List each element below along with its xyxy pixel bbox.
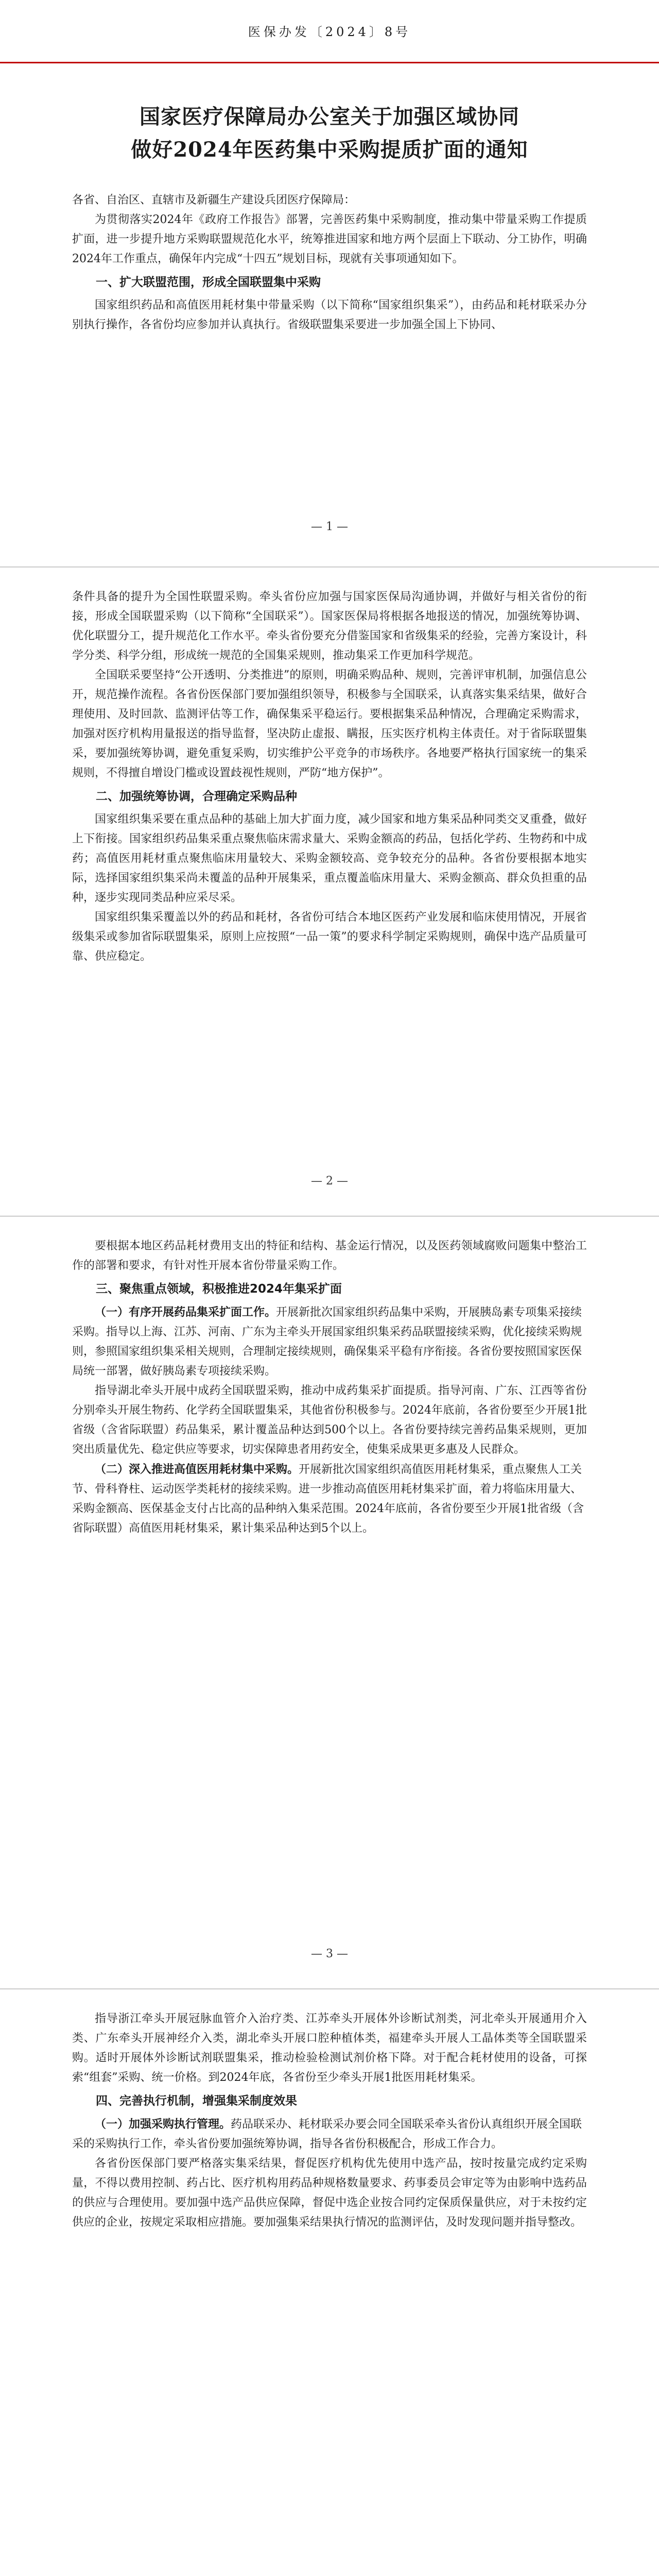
section-4-sub-1 [72,2114,587,2154]
section-2-paragraph-3: 要根据本地区药品耗材费用支出的特征和结构、基金运行情况，以及医药领域腐败问题集中整治工作的部署和要求，有针对性开展本省份带量采购工作。 [72,1240,587,1272]
section-3-sub-1 [72,1302,587,1381]
section-1-paragraph-3: 全国联采要坚持“公开透明、分类推进”的原则，明确采购品种、规则，完善评审机制，加强信息公开，规范操作流程。各省份医保部门要加强组织领导，积极参与全国联采，认真落实集采结果，做好合理使用、及时回款、监测评估等工作，确保集采平稳运行。要根据集采品种情况，合理确定采购需求，加强对医疗机构用量报送的指导监督，坚决防止虚报、瞒报，压实医疗机构主体责任。对于省际联盟集采，要加强统筹协调，避免重复采购，切实维护公平竞争的市场秩序。各地要严格执行国家统一的集采规则，不得擅自增设门槛或设置歧视性规则，严防“地方保护”。 [72,669,587,779]
section-2-paragraph-2: 国家组织集采覆盖以外的药品和耗材，各省份可结合本地区医药产业发展和临床使用情况，开展省级集采或参加省际联盟集采，原则上应按照“一品一策”的要求科学制定采购规则，确保中选产品质量可靠、供应稳定。 [72,911,587,963]
salutation: 各省、自治区、直辖市及新疆生产建设兵团医疗保障局： [72,194,356,207]
title-line-2: 做好2024年医药集中采购提质扩面的通知 [131,138,528,162]
section-4-sub-1-text: 药品联采办、耗材联采办要会同全国联采牵头省份认真组织开展全国联采的采购执行工作，牵头省份要加强统筹协调，指导各省份积极配合，形成工作合力。 [72,2118,582,2150]
page-4-body [72,2009,587,2232]
page-number-3: — 3 — [311,1947,348,1960]
title-line-1: 国家医疗保障局办公室关于加强区域协同 [140,105,519,129]
section-3-heading: 三、聚焦重点领域，积极推进2024年集采扩面 [96,1282,342,1296]
document-header [0,0,659,63]
section-3-sub-1-text: 开展新批次国家组织药品集中采购，开展胰岛素专项集采接续采购。指导以上海、江苏、河南、广东为主牵头开展国家组织集采药品联盟接续采购，优化接续采购规则，参照国家组织集采相关规则，合理制定接续规则，确保集采平稳有序衔接。各省份要按照国家医保局统一部署，做好胰岛素专项接续采购。 [72,1306,582,1378]
section-3-sub-2-text: 开展新批次国家组织高值医用耗材集采，重点聚焦人工关节、骨科脊柱、运动医学类耗材的接续采购。进一步推动高值医用耗材集采扩面，着力将临床用量大、采购金额高、医保基金支付占比高的品种纳入集采范围。2024年底前，各省份要至少开展1批省级（含省际联盟）高值医用耗材集采，累计集采品种达到5个以上。 [72,1463,584,1535]
section-4-sub-1-title: （一）加强采购执行管理。 [95,2117,231,2131]
section-3-sub-1-more: 指导湖北牵头开展中成药全国联盟采购，推动中成药集采扩面提质。指导河南、广东、江西等省份分别牵头开展生物药、化学药全国联盟集采，其他省份积极参与。2024年底前，各省份要至少开展1批省级（含省际联盟）药品集采，累计覆盖品种达到500个以上。各省份要持续完善药品集采规则，更加突出质量优先、稳定供应等要求，切实保障患者用药安全，使集采成果更多惠及人民群众。 [72,1384,587,1456]
page-number-2: — 2 — [311,1175,348,1188]
page-3-body [72,1236,587,1538]
document-number: 医保办发〔2024〕8号 [248,25,411,39]
section-3-sub-2 [72,1460,587,1538]
section-2-paragraph-1: 国家组织集采要在重点品种的基础上加大扩面力度，减少国家和地方集采品种同类交叉重叠，做好上下衔接。国家组织药品集采重点聚焦临床需求量大、采购金额高的药品，包括化学药、生物药和中成药；高值医用耗材重点聚焦临床用量较大、采购金额较高、竞争较充分的品种。各省份要根据本地实际，选择国家组织集采尚未覆盖的品种开展集采，重点覆盖临床用量大、采购金额高、群众负担重的品种，逐步实现同类品种应采尽采。 [72,813,587,904]
document-title [72,100,587,166]
section-3-sub-1-title: （一）有序开展药品集采扩面工作。 [95,1306,276,1319]
page-number-1: — 1 — [311,520,348,533]
section-2-heading: 二、加强统筹协调，合理确定采购品种 [96,790,297,803]
section-4-heading: 四、完善执行机制，增强集采制度效果 [96,2094,297,2108]
section-1-paragraph-1: 国家组织药品和高值医用耗材集中带量采购（以下简称“国家组织集采”），由药品和耗材联采办分别执行操作，各省份均应参加并认真执行。省级联盟集采要进一步加强全国上下协同、 [72,299,587,331]
page-1-body [72,191,587,335]
section-3-sub-2-more: 指导浙江牵头开展冠脉血管介入治疗类、江苏牵头开展体外诊断试剂类，河北牵头开展通用介入类、广东牵头开展神经介入类，湖北牵头开展口腔种植体类，福建牵头开展人工晶体类等全国联盟采购。适时开展体外诊断试剂联盟集采，推动检验检测试剂价格下降。对于配合耗材使用的设备，可探索“组套”采购、统一价格。到2024年底，各省份至少牵头开展1批医用耗材集采。 [72,2012,587,2084]
section-1-heading: 一、扩大联盟范围，形成全国联盟集中采购 [96,276,321,289]
section-3-sub-2-title: （二）深入推进高值医用耗材集中采购。 [95,1463,299,1476]
section-1-paragraph-2: 条件具备的提升为全国性联盟采购。牵头省份应加强与国家医保局沟通协调，并做好与相关省份的衔接，形成全国联盟采购（以下简称“全国联采”）。国家医保局将根据各地报送的情况，加强统筹协调、优化联盟分工，提升规范化工作水平。牵头省份要充分借鉴国家和省级集采的经验，完善方案设计，科学分类、科学分组，形成统一规范的全国集采规则，推动集采工作更加科学规范。 [72,590,587,662]
section-4-sub-1-more: 各省份医保部门要严格落实集采结果，督促医疗机构优先使用中选产品，按时按量完成约定采购量，不得以费用控制、药占比、医疗机构用药品种规格数量要求、药事委员会审定等为由影响中选药品的供应与合理使用。要加强中选产品供应保障，督促中选企业按合同约定保质保量供应，对于未按约定供应的企业，按规定采取相应措施。要加强集采结果执行情况的监测评估，及时发现问题并指导整改。 [72,2157,587,2229]
intro-paragraph: 为贯彻落实2024年《政府工作报告》部署，完善医药集中采购制度，推动集中带量采购工作提质扩面，进一步提升地方采购联盟规范化水平，统筹推进国家和地方两个层面上下联动、分工协作，明确2024年工作重点，确保年内完成“十四五”规划目标，现就有关事项通知如下。 [72,213,587,265]
page-2-body [72,587,587,967]
